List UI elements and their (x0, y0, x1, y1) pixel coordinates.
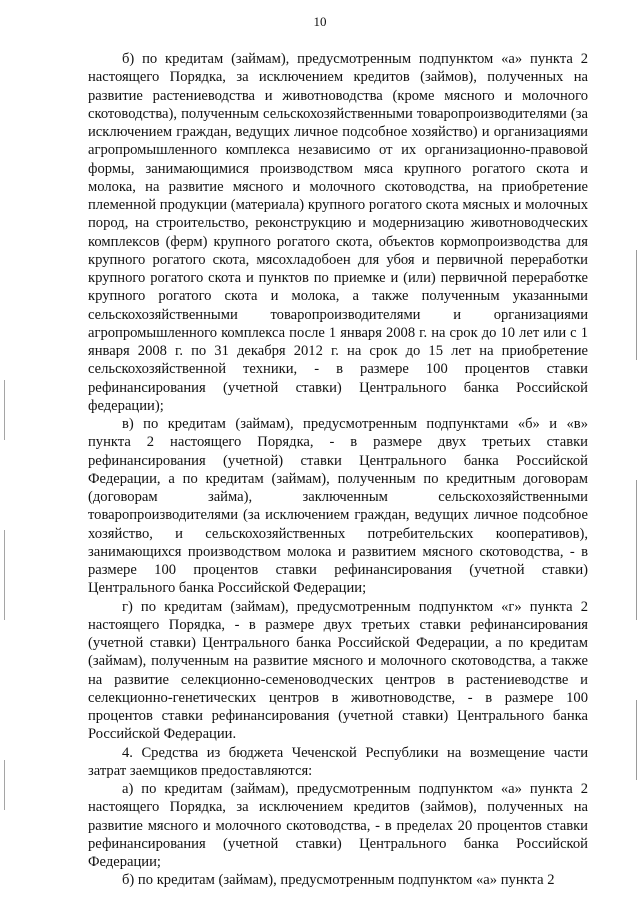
scan-edge-left-1 (4, 380, 5, 440)
paragraph-4-budget-funds: 4. Средства из бюджета Чеченской Республики на возмещение части затрат заемщиков предоставляются: (88, 744, 588, 779)
page-number: 10 (313, 14, 327, 29)
paragraph-3b-credits: б) по кредитам (займам), предусмотренным подпунктом «а» пункта 2 настоящего Порядка, за исключением кредитов (займов), полученных на развитие растениеводства и животноводства (кроме мясного и молочного скотоводства), полученным сельскохозяйственными товаропроизводителями (за исключением граждан, ведущих личное подсобное хозяйство) и организациями агропромышленного комплекса независимо от их организационно-правовой формы, занимающимися производством мяса крупного рогатого скота и молока, на развитие мясного и молочного скотоводства, на приобретение племенной продукции (материала) крупного рогатого скота мясных и молочных пород, на строительство, реконструкцию и модернизацию животноводческих комплексов (ферм) крупного рогатого скота, объектов кормопроизводства для крупного рогатого скота, мясохладобоен для убоя и первичной переработки крупного рогатого скота и пунктов по приемке и (или) первичной переработке крупного рогатого скота и молока, а также полученным указанными сельскохозяйственными товаропроизводителями и организациями агропромышленного комплекса после 1 января 2008 г. на срок до 10 лет или с 1 января 2008 г. по 31 декабря 2012 г. на срок до 15 лет на приобретение сельскохозяйственной техники, - в размере 100 процентов ставки рефинансирования (учетной ставки) Центрального банка Российской федерации); (88, 51, 588, 414)
scan-edge-right-3 (636, 700, 637, 780)
paragraph-3v-credits: в) по кредитам (займам), предусмотренным подпунктами «б» и «в» пункта 2 настоящего Порядка, - в размере двух третьих ставки рефинансирования (учетной) ставки Центрального банка Российской Федерации, а по кредитам (займам), полученным по кредитным договорам (договорам займа), заключенным сельскохозяйственными товаропроизводителями (за исключением граждан, ведущих личное подсобное хозяйство, и сельскохозяйственных потребительских кооперативов), занимающихся производством молока и развитием мясного скотоводства, - в размере 100 процентов ставки рефинансирования (учетной ставки) Центрального банка Российской Федерации; (88, 416, 588, 597)
paragraph-4b-credits: б) по кредитам (займам), предусмотренным подпунктом «а» пункта 2 (122, 872, 555, 889)
scan-edge-right-2 (636, 480, 637, 620)
scan-edge-left-2 (4, 530, 5, 620)
paragraph-3g-credits: г) по кредитам (займам), предусмотренным подпунктом «г» пункта 2 настоящего Порядка, - в размере двух третьих ставки рефинансирования (учетной ставки) Центрального банка Российской Федерации, а по кредитам (займам), полученным на развитие мясного и молочного скотоводства, а также на развитие селекционно-семеноводческих центров в растениеводстве и селекционно-генетических центров в животноводстве, - в размере 100 процентов ставки рефинансирования (учетной ставки) Центрального банка Российской Федерации. (88, 598, 588, 743)
scan-edge-right-1 (636, 250, 637, 360)
scan-edge-left-3 (4, 760, 5, 810)
paragraph-4a-credits: а) по кредитам (займам), предусмотренным подпунктом «а» пункта 2 настоящего Порядка, за исключением кредитов (займов), полученных на развитие мясного и молочного скотоводства, - в пределах 20 процентов ставки рефинансирования (учетной ставки) Центрального банка Российской Федерации; (88, 781, 588, 870)
document-body (88, 50, 588, 890)
